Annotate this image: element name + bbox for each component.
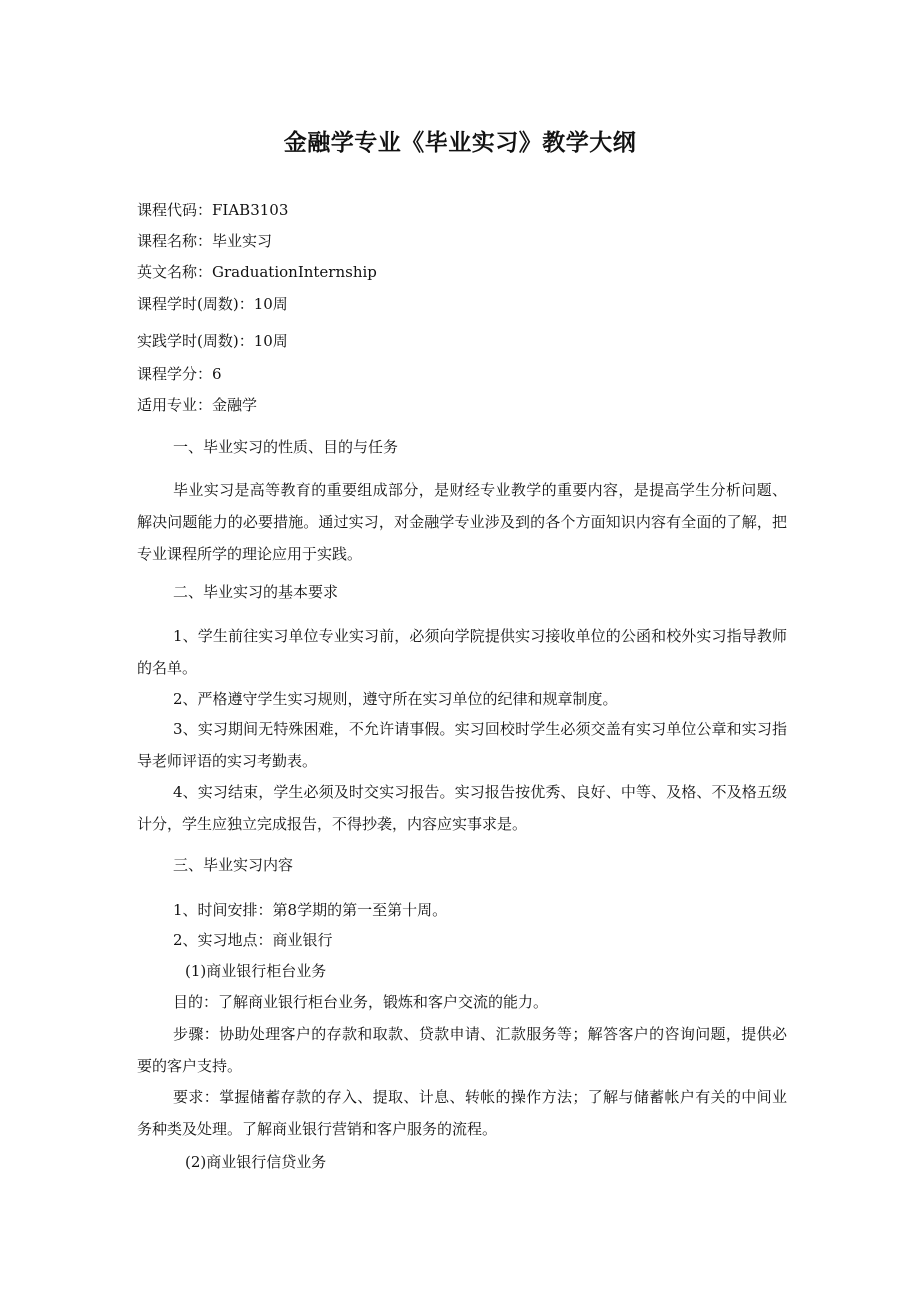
section-2-heading: 二、毕业实习的基本要求 <box>173 583 339 601</box>
subsection-1-title: (1)商业银行柜台业务 <box>185 962 327 980</box>
applicable-major: 适用专业：金融学 <box>137 396 258 414</box>
section-3-heading: 三、毕业实习内容 <box>173 856 294 874</box>
requirement-item-3: 3、实习期间无特殊困难，不允许请事假。实习回校时学生必须交盖有实习单位公章和实习指导老师评语的实习考勤表。 <box>137 720 787 770</box>
time-arrangement: 1、时间安排：第8学期的第一至第十周。 <box>173 901 448 919</box>
course-code: 课程代码：FIAB3103 <box>137 201 289 219</box>
course-hours: 课程学时(周数)：10周 <box>137 295 288 313</box>
course-english-name: 英文名称：GraduationInternship <box>137 263 377 281</box>
requirement-item-2: 2、严格遵守学生实习规则，遵守所在实习单位的纪律和规章制度。 <box>173 690 618 708</box>
subsection-1-requirements: 要求：掌握储蓄存款的存入、提取、计息、转帐的操作方法；了解与储蓄帐户有关的中间业务种类及处理。了解商业银行营销和客户服务的流程。 <box>137 1088 787 1138</box>
practice-hours: 实践学时(周数)：10周 <box>137 332 288 350</box>
subsection-1-steps: 步骤：协助处理客户的存款和取款、贷款申请、汇款服务等；解答客户的咨询问题，提供必要的客户支持。 <box>137 1025 787 1075</box>
page-title: 金融学专业《毕业实习》教学大纲 <box>283 130 637 156</box>
subsection-2-title: (2)商业银行信贷业务 <box>185 1153 327 1171</box>
course-name: 课程名称：毕业实习 <box>137 232 273 250</box>
course-credits: 课程学分：6 <box>137 365 222 383</box>
internship-place: 2、实习地点：商业银行 <box>173 931 333 949</box>
requirement-item-1: 1、学生前往实习单位专业实习前，必须向学院提供实习接收单位的公函和校外实习指导教师的名单。 <box>137 627 787 677</box>
section-1-heading: 一、毕业实习的性质、目的与任务 <box>173 438 399 456</box>
requirement-item-4: 4、实习结束，学生必须及时交实习报告。实习报告按优秀、良好、中等、及格、不及格五级计分，学生应独立完成报告，不得抄袭，内容应实事求是。 <box>137 783 787 833</box>
section-1-body: 毕业实习是高等教育的重要组成部分，是财经专业教学的重要内容，是提高学生分析问题、解决问题能力的必要措施。通过实习，对金融学专业涉及到的各个方面知识内容有全面的了解，把专业课程所学的理论应用于实践。 <box>137 481 787 563</box>
subsection-1-purpose: 目的：了解商业银行柜台业务，锻炼和客户交流的能力。 <box>173 993 549 1011</box>
